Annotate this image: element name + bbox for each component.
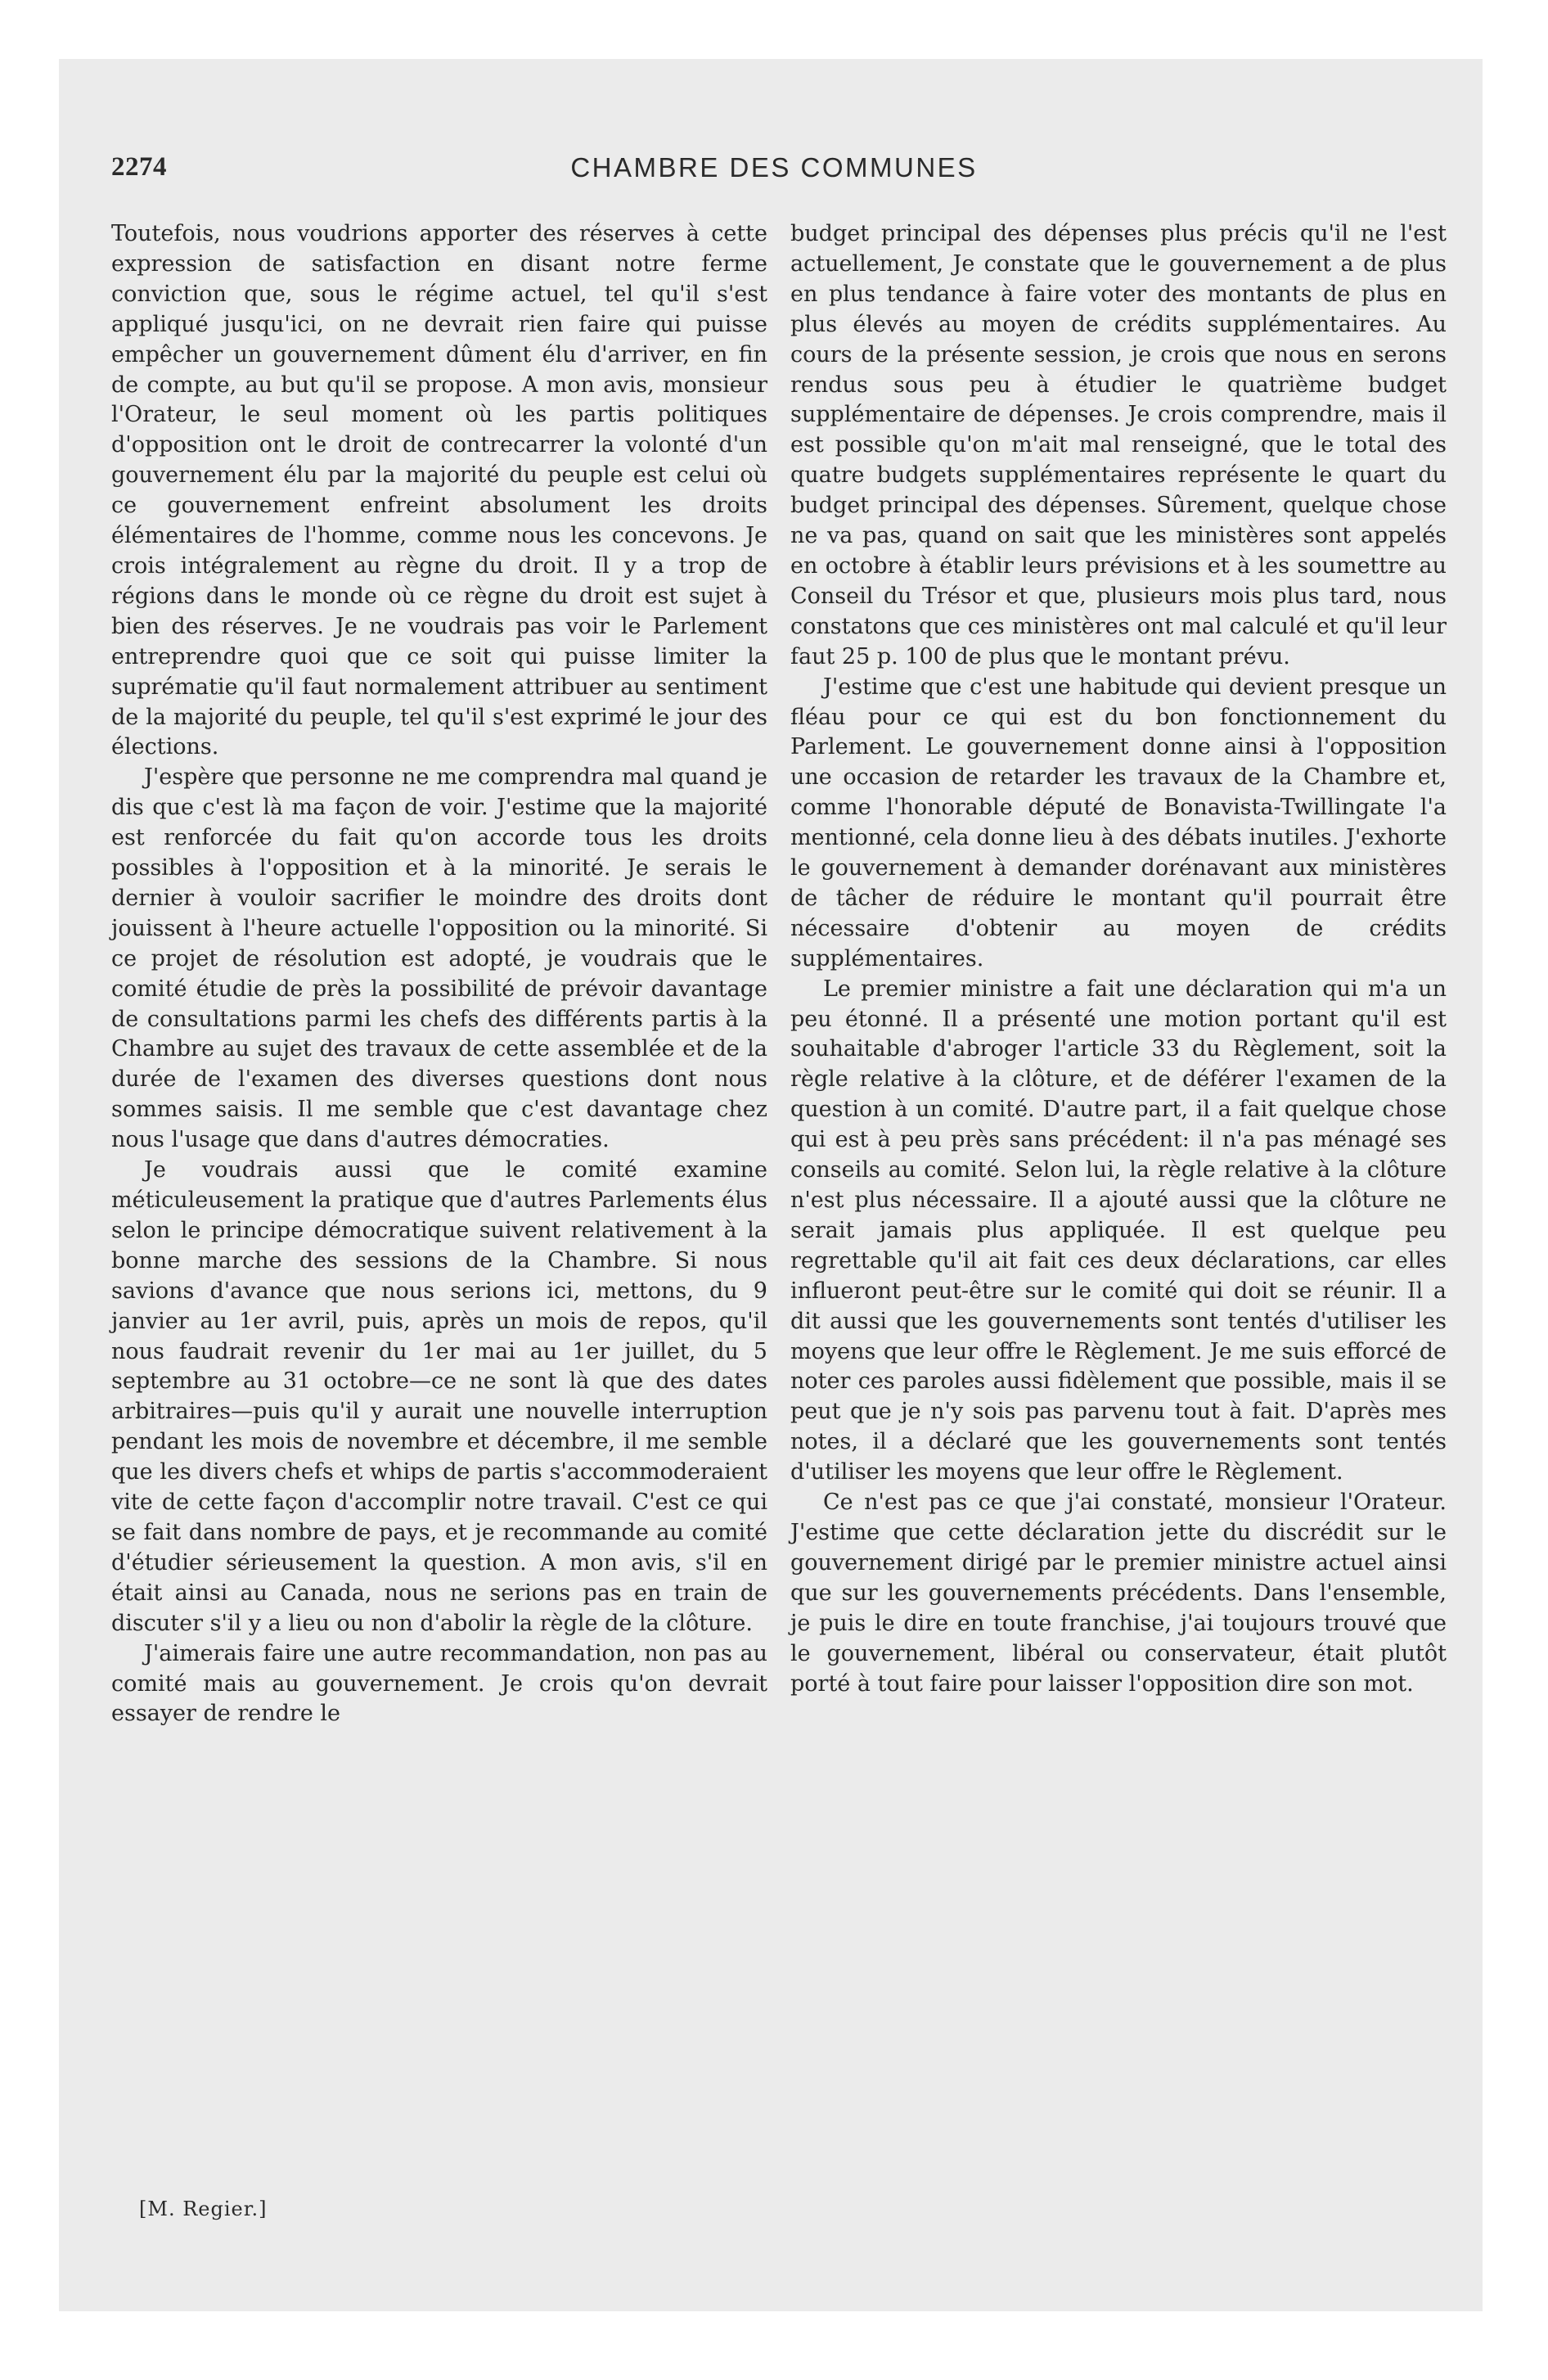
right-column (790, 219, 1447, 1699)
left-column (111, 219, 767, 1729)
page-number: 2274 (111, 152, 167, 182)
paragraph: Ce n'est pas ce que j'ai constaté, monsieur l'Orateur. J'estime que cette déclaration jette du discrédit sur le gouvernement dirigé par le premier ministre actuel ainsi que sur les gouvernements précédents. Dans l'ensemble, je puis le dire en toute franchise, j'ai toujours trouvé que le gouvernement, libéral ou conservateur, était plutôt porté à tout faire pour laisser l'opposition dire son mot. (790, 1490, 1447, 1697)
page-header (111, 152, 1437, 201)
running-title: CHAMBRE DES COMMUNES (570, 152, 978, 183)
paragraph: J'espère que personne ne me comprendra mal quand je dis que c'est là ma façon de voir. J'estime que la majorité est renforcée du fait qu'on accorde tous les droits possibles à l'opposition et à la minorité. Je serais le dernier à vouloir sacrifier le moindre des droits dont jouissent à l'heure actuelle l'opposition ou la minorité. Si ce projet de résolution est adopté, je voudrais que le comité étudie de près la possibilité de prévoir davantage de consultations parmi les chefs des différents partis à la Chambre au sujet des travaux de cette assemblée et de la durée de l'examen des diverses questions dont nous sommes saisis. Il me semble que c'est davantage chez nous l'usage que dans d'autres démocraties. (111, 764, 767, 1153)
paragraph: budget principal des dépenses plus précis qu'il ne l'est actuellement, Je constate que le gouvernement a de plus en plus tendance à faire voter des montants de plus en plus élevés au moyen de crédits supplémentaires. Au cours de la présente session, je crois que nous en serons rendus sous peu à étudier le quatrième budget supplémentaire de dépenses. Je crois comprendre, mais il est possible qu'on m'ait mal renseigné, que le total des quatre budgets supplémentaires représente le quart du budget principal des dépenses. Sûrement, quelque chose ne va pas, quand on sait que les ministères sont appelés en octobre à établir leurs prévisions et à les soumettre au Conseil du Trésor et que, plusieurs mois plus tard, nous constatons que ces ministères ont mal calculé et qu'il leur faut 25 p. 100 de plus que le montant prévu. (790, 221, 1447, 669)
paragraph: Toutefois, nous voudrions apporter des réserves à cette expression de satisfaction en disant notre ferme conviction que, sous le régime actuel, tel qu'il s'est appliqué jusqu'ici, on ne devrait rien faire qui puisse empêcher un gouvernement dûment élu d'arriver, en fin de compte, au but qu'il se propose. A mon avis, monsieur l'Orateur, le seul moment où les partis politiques d'opposition ont le droit de contrecarrer la volonté d'un gouvernement élu par la majorité du peuple est celui où ce gouvernement enfreint absolument les droits élémentaires de l'homme, comme nous les concevons. Je crois intégralement au règne du droit. Il y a trop de régions dans le monde où ce règne du droit est sujet à bien des réserves. Je ne voudrais pas voir le Parlement entreprendre quoi que ce soit qui puisse limiter la suprématie qu'il faut normalement attribuer au sentiment de la majorité du peuple, tel qu'il s'est exprimé le jour des élections. (111, 221, 767, 760)
speaker-signature: [M. Regier.] (139, 2197, 268, 2220)
paragraph: Le premier ministre a fait une déclaration qui m'a un peu étonné. Il a présenté une motion portant qu'il est souhaitable d'abroger l'article 33 du Règlement, soit la règle relative à la clôture, et de déférer l'examen de la question à un comité. D'autre part, il a fait quelque chose qui est à peu près sans précédent: il n'a pas ménagé ses conseils au comité. Selon lui, la règle relative à la clôture n'est plus nécessaire. Il a ajouté aussi que la clôture ne serait jamais plus appliquée. Il est quelque peu regrettable qu'il ait fait ces deux déclarations, car elles influeront peut-être sur le comité qui doit se réunir. Il a dit aussi que les gouvernements sont tentés d'utiliser les moyens que leur offre le Règlement. Je me suis efforcé de noter ces paroles aussi fidèlement que possible, mais il se peut que je n'y sois pas parvenu tout à fait. D'après mes notes, il a déclaré que les gouvernements sont tentés d'utiliser les moyens que leur offre le Règlement. (790, 976, 1447, 1485)
paragraph: J'estime que c'est une habitude qui devient presque un fléau pour ce qui est du bon fonctionnement du Parlement. Le gouvernement donne ainsi à l'opposition une occasion de retarder les travaux de la Chambre et, comme l'honorable député de Bonavista-Twillingate l'a mentionné, cela donne lieu à des débats inutiles. J'exhorte le gouvernement à demander dorénavant aux ministères de tâcher de réduire le montant qu'il pourrait être nécessaire d'obtenir au moyen de crédits supplémentaires. (790, 674, 1447, 971)
paragraph: Je voudrais aussi que le comité examine méticuleusement la pratique que d'autres Parlements élus selon le principe démocratique suivent relativement à la bonne marche des sessions de la Chambre. Si nous savions d'avance que nous serions ici, mettons, du 9 janvier au 1er avril, puis, après un mois de repos, qu'il nous faudrait revenir du 1er mai au 1er juillet, du 5 septembre au 31 octobre—ce ne sont là que des dates arbitraires—puis qu'il y aurait une nouvelle interruption pendant les mois de novembre et décembre, il me semble que les divers chefs et whips de partis s'accommoderaient vite de cette façon d'accomplir notre travail. C'est ce qui se fait dans nombre de pays, et je recommande au comité d'étudier sérieusement la question. A mon avis, s'il en était ainsi au Canada, nous ne serions pas en train de discuter s'il y a lieu ou non d'abolir la règle de la clôture. (111, 1157, 767, 1636)
paragraph: J'aimerais faire une autre recommandation, non pas au comité mais au gouvernement. Je crois qu'on devrait essayer de rendre le (111, 1640, 767, 1727)
